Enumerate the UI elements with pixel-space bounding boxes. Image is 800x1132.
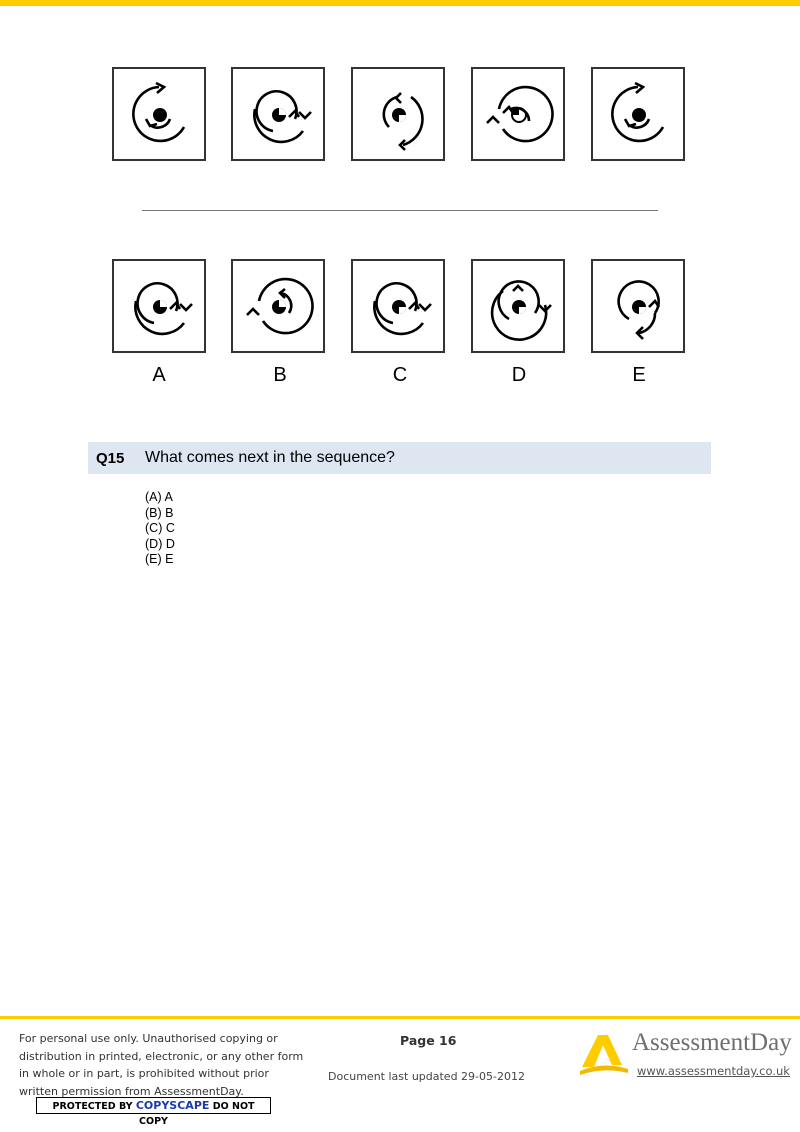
circle-arrows-figure [114,69,204,159]
option-figure-b[interactable] [231,259,325,353]
answer-list [145,490,175,568]
answer-option-d[interactable]: (D) D [145,536,175,551]
answer-option-a[interactable]: (A) A [145,490,173,504]
website-link[interactable]: www.assessmentday.co.uk [637,1064,790,1078]
assessmentday-logo-icon [578,1031,630,1075]
option-label-e: E [632,364,646,386]
copyscape-prefix: PROTECTED BY [52,1101,133,1112]
circle-arrows-figure [353,69,443,159]
option-figure-a[interactable] [112,259,206,353]
answer-option-c[interactable]: (C) C [145,521,175,535]
copyscape-brand: COPYSCAPE [135,1099,210,1112]
option-label-c: C [392,364,408,386]
last-updated: Document last updated 29-05-2012 [328,1070,525,1083]
option-label-b: B [273,364,287,386]
page-number: Page 16 [400,1033,457,1048]
circle-arrows-figure [593,261,683,351]
section-divider [142,210,658,211]
copyscape-suffix: DO NOT COPY [139,1101,255,1127]
option-figure-c[interactable] [351,259,445,353]
footer-accent-bar [0,1016,800,1019]
question-number: Q15 [96,450,125,467]
footer-disclaimer: For personal use only. Unauthorised copying or distribution in printed, electronic, or any other form in whole or in part, is prohibited without prior written permission from AssessmentDay. [19,1032,304,1098]
circle-arrows-figure [233,69,323,159]
sequence-figure-4 [471,67,565,161]
option-label-d: D [511,364,527,386]
sequence-figure-1 [112,67,206,161]
circle-arrows-figure [233,261,323,351]
circle-arrows-figure [114,261,204,351]
answer-option-b[interactable]: (B) B [145,505,174,520]
question-text: What comes next in the sequence? [145,449,395,466]
top-accent-bar [0,0,800,6]
circle-arrows-figure [593,69,683,159]
sequence-figure-3 [351,67,445,161]
answer-option-e[interactable]: (E) E [145,552,174,566]
circle-arrows-figure [353,261,443,351]
circle-arrows-figure [473,69,563,159]
logo-text: AssessmentDay [632,1029,792,1056]
option-label-a: A [152,364,166,386]
option-figure-d[interactable] [471,259,565,353]
sequence-figure-2 [231,67,325,161]
circle-arrows-figure [473,261,563,351]
copyscape-badge[interactable] [36,1097,271,1127]
sequence-figure-5 [591,67,685,161]
question-bar [88,442,711,474]
option-figure-e[interactable] [591,259,685,353]
